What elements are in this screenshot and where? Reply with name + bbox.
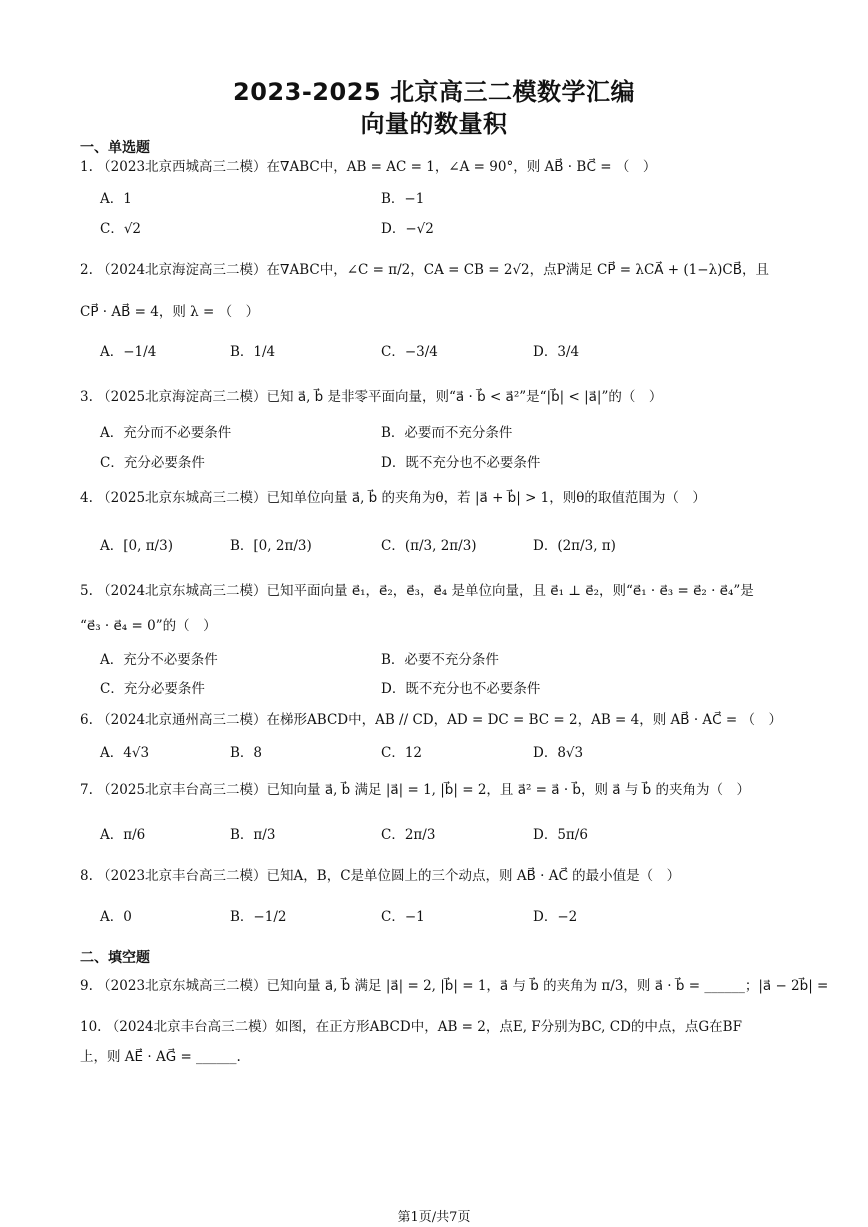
q5-option-c: C．充分必要条件 <box>100 681 205 697</box>
q7-option-d: D．5π/6 <box>533 827 588 843</box>
q1-option-a: A．1 <box>100 191 132 207</box>
q6-option-a: A．4√3 <box>100 745 150 761</box>
q4-option-a: A．[0, π/3) <box>100 538 173 554</box>
document-subtitle: 向量的数量积 <box>360 110 508 138</box>
question-8-stem: 8. （2023北京丰台高三二模）已知A，B，C是单位圆上的三个动点，则 AB⃗ · AC⃗ 的最小值是（ ） <box>80 868 681 884</box>
q8-option-a: A．0 <box>100 909 132 925</box>
q4-option-d: D．(2π/3, π) <box>533 538 616 554</box>
q2-option-c: C．−3/4 <box>381 344 438 360</box>
q4-option-b: B．[0, 2π/3) <box>230 538 312 554</box>
section-single-choice: 一、单选题 <box>80 140 150 156</box>
q6-option-b: B．8 <box>230 745 263 761</box>
q3-option-a: A．充分而不必要条件 <box>100 425 232 441</box>
question-2-stem-cont: CP⃗ · AB⃗ = 4，则 λ = （ ） <box>80 304 260 320</box>
q3-option-b: B．必要而不充分条件 <box>381 425 513 441</box>
question-10-stem: 10. （2024北京丰台高三二模）如图，在正方形ABCD中，AB = 2，点E, F分别为BC, CD的中点，点G在BF <box>80 1019 742 1035</box>
q2-option-b: B．1/4 <box>230 344 276 360</box>
q1-option-b: B．−1 <box>381 191 425 207</box>
q3-option-d: D．既不充分也不必要条件 <box>381 455 541 471</box>
q6-option-d: D．8√3 <box>533 745 584 761</box>
page-footer: 第1页/共7页 <box>397 1210 471 1225</box>
question-10-stem-cont: 上，则 AE⃗ · AG⃗ = ______. <box>80 1049 241 1065</box>
q7-option-c: C．2π/3 <box>381 827 436 843</box>
q2-option-a: A．−1/4 <box>100 344 157 360</box>
question-5-stem-cont: “e⃗₃ · e⃗₄ = 0”的（ ） <box>80 618 217 634</box>
q2-option-d: D．3/4 <box>533 344 580 360</box>
question-6-stem: 6. （2024北京通州高三二模）在梯形ABCD中，AB // CD，AD = DC = BC = 2，AB = 4，则 AB⃗ · AC⃗ = （ ） <box>80 712 782 728</box>
question-2-stem: 2. （2024北京海淀高三二模）在∇ABC中，∠C = π/2，CA = CB = 2√2，点P满足 CP⃗ = λCA⃗ + (1−λ)CB⃗，且 <box>80 262 769 278</box>
q5-option-d: D．既不充分也不必要条件 <box>381 681 541 697</box>
q5-option-b: B．必要不充分条件 <box>381 652 499 668</box>
question-1-stem: 1. （2023北京西城高三二模）在∇ABC中，AB = AC = 1，∠A = 90°，则 AB⃗ · BC⃗ = （ ） <box>80 159 657 175</box>
q5-option-a: A．充分不必要条件 <box>100 652 218 668</box>
q8-option-c: C．−1 <box>381 909 425 925</box>
document-title: 2023-2025 北京高三二模数学汇编 <box>233 78 635 106</box>
question-3-stem: 3. （2025北京海淀高三二模）已知 a⃗, b⃗ 是非零平面向量，则“a⃗ · b⃗ < a⃗²”是“|b⃗| < |a⃗|”的（ ） <box>80 389 663 405</box>
q7-option-b: B．π/3 <box>230 827 276 843</box>
q1-option-d: D．−√2 <box>381 221 434 237</box>
q8-option-b: B．−1/2 <box>230 909 287 925</box>
question-7-stem: 7. （2025北京丰台高三二模）已知向量 a⃗, b⃗ 满足 |a⃗| = 1, |b⃗| = 2，且 a⃗² = a⃗ · b⃗，则 a⃗ 与 b⃗ 的夹角为（ ） <box>80 782 751 798</box>
q6-option-c: C．12 <box>381 745 423 761</box>
section-fill-blank: 二、填空题 <box>80 950 150 966</box>
question-9-stem: 9. （2023北京东城高三二模）已知向量 a⃗, b⃗ 满足 |a⃗| = 2, |b⃗| = 1，a⃗ 与 b⃗ 的夹角为 π/3，则 a⃗ · b⃗ = ______；|a⃗ − 2b⃗| = <box>80 978 829 994</box>
q8-option-d: D．−2 <box>533 909 578 925</box>
question-4-stem: 4. （2025北京东城高三二模）已知单位向量 a⃗, b⃗ 的夹角为θ，若 |a⃗ + b⃗| > 1，则θ的取值范围为（ ） <box>80 490 706 506</box>
q3-option-c: C．充分必要条件 <box>100 455 205 471</box>
q7-option-a: A．π/6 <box>100 827 146 843</box>
q4-option-c: C．(π/3, 2π/3) <box>381 538 477 554</box>
question-5-stem: 5. （2024北京东城高三二模）已知平面向量 e⃗₁，e⃗₂，e⃗₃，e⃗₄ 是单位向量，且 e⃗₁ ⊥ e⃗₂，则“e⃗₁ · e⃗₃ = e⃗₂ · e⃗₄”是 <box>80 583 754 599</box>
q1-option-c: C．√2 <box>100 221 142 237</box>
